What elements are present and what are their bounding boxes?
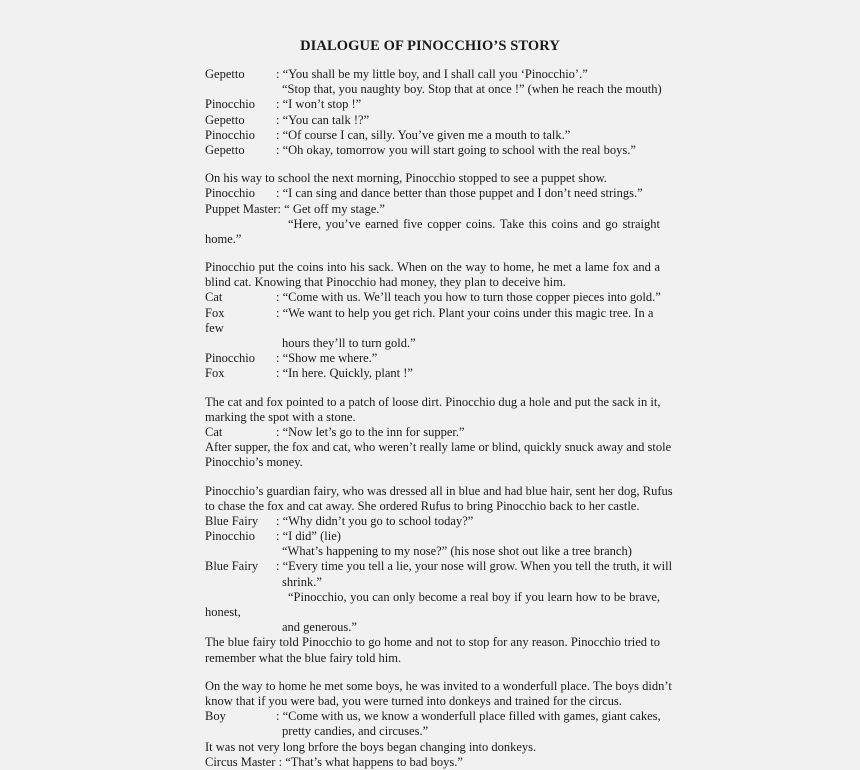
page-title: DIALOGUE OF PINOCCHIO’S STORY (300, 38, 560, 54)
dialogue-line (205, 366, 660, 381)
speech-text: : “Of course I can, silly. You’ve given me a mouth to talk.” (276, 127, 571, 142)
speech-text: : “Every time you tell a lie, your nose will grow. When you tell the truth, it will (276, 559, 673, 574)
narration-line: The cat and fox pointed to a patch of loose dirt. Pinocchio dug a hole and put the sack in it, (205, 394, 661, 409)
dialogue-line (205, 709, 660, 724)
speech-text: : “I did” (lie) (276, 529, 341, 544)
dialogue-continuation: shrink.” (282, 574, 322, 589)
speech-text: : “I won’t stop !” (276, 97, 362, 112)
dialogue-line (205, 306, 660, 321)
dialogue-continuation: honest, (205, 605, 241, 619)
narration-line: The blue fairy told Pinocchio to go home and not to stop for any reason. Pinocchio tried to (205, 635, 660, 650)
paragraph-gap (205, 666, 660, 679)
paragraph-gap (205, 471, 660, 484)
speaker-name: Fox (205, 305, 225, 320)
speaker-name: Gepetto (205, 142, 245, 157)
speech-text: : “Show me where.” (276, 351, 378, 366)
speaker-name: Fox (205, 366, 225, 381)
dialogue-continuation: and generous.” (282, 620, 357, 635)
narration-line: Pinocchio’s money. (205, 455, 303, 470)
narration-line: It was not very long brfore the boys began changing into donkeys. (205, 739, 537, 754)
narration-line: remember what the blue fairy told him. (205, 650, 402, 665)
narration-line: know that if you were bad, you were turned into donkeys and trained for the circus. (205, 693, 622, 708)
speech-text: : “We want to help you get rich. Plant your coins under this magic tree. In a (276, 305, 654, 320)
narration-line: blind cat. Knowing that Pinocchio had money, they plan to deceive him. (205, 275, 566, 290)
speaker-name: Pinocchio (205, 127, 255, 142)
speech-text: : “Now let’s go to the inn for supper.” (276, 424, 465, 439)
speaker-name: Pinocchio (205, 529, 255, 544)
dialogue-continuation: pretty candies, and circuses.” (282, 724, 429, 739)
speaker-name: Blue Fairy (205, 513, 259, 528)
speech-text: : “Come with us, we know a wonderfull place filled with games, giant cakes, (276, 709, 661, 724)
speaker-name: Cat (205, 424, 223, 439)
speech-text: : “Oh okay, tomorrow you will start going to school with the real boys.” (276, 142, 636, 157)
dialogue-continuation: hours they’ll to turn gold.” (282, 336, 416, 350)
paragraph-gap (205, 158, 660, 171)
dialogue-line (205, 290, 660, 305)
speech-text: : “You can talk !?” (276, 112, 370, 127)
dialogue-line (205, 67, 660, 82)
speaker-name: Pinocchio (205, 97, 255, 112)
dialogue-line (205, 425, 660, 440)
narration-line: marking the spot with a stone. (205, 409, 356, 424)
speech-text: : “Come with us. We’ll teach you how to turn those copper pieces into gold.” (276, 290, 661, 305)
dialogue-continuation: “Pinocchio, you can only become a real boy if you learn how to be brave, (288, 589, 660, 604)
story-body (205, 67, 673, 770)
narration-line: On his way to school the next morning, Pinocchio stopped to see a puppet show. (205, 171, 607, 186)
dialogue-line (205, 559, 673, 574)
dialogue-line (205, 351, 660, 366)
narration-line: Pinocchio put the coins into his sack. When on the way to home, he met a lame fox and a (205, 260, 660, 275)
paragraph-gap (205, 247, 660, 260)
narration-line: On the way to home he met some boys, he was invited to a wonderfull place. The boys didn’t (205, 678, 672, 693)
dialogue-continuation: “Stop that, you naughty boy. Stop that at once !” (when he reach the mouth) (282, 82, 662, 97)
dialogue-line: Puppet Master: “ Get off my stage.” (205, 201, 385, 216)
dialogue-line (205, 113, 660, 128)
speaker-name: Gepetto (205, 112, 245, 127)
speech-text: : “I can sing and dance better than those puppet and I don’t need strings.” (276, 186, 643, 201)
dialogue-line (205, 529, 660, 544)
dialogue-continuation: “What’s happening to my nose?” (his nose shot out like a tree branch) (282, 544, 632, 559)
speaker-name: Cat (205, 290, 223, 305)
dialogue-continuation: few (205, 320, 224, 335)
speaker-name: Boy (205, 709, 226, 724)
paragraph-gap (205, 382, 660, 395)
dialogue-continuation: “Here, you’ve earned five copper coins. Take this coins and go straight (288, 216, 660, 231)
dialogue-continuation: home.” (205, 231, 242, 246)
speaker-name: Gepetto (205, 67, 245, 81)
speaker-name: Pinocchio (205, 351, 255, 366)
dialogue-line (205, 128, 660, 143)
narration-line: to chase the fox and cat away. She ordered Rufus to bring Pinocchio back to her castle. (205, 498, 640, 513)
speech-text: : “Why didn’t you go to school today?” (276, 513, 474, 528)
dialogue-line (205, 97, 660, 112)
dialogue-line (205, 143, 660, 158)
speech-text: : “In here. Quickly, plant !” (276, 366, 413, 381)
dialogue-line: Circus Master : “That’s what happens to bad boys.” (205, 754, 463, 769)
narration-line: After supper, the fox and cat, who weren’t really lame or blind, quickly snuck away and stole (205, 440, 672, 455)
dialogue-line (205, 514, 660, 529)
speaker-name: Blue Fairy (205, 559, 259, 574)
dialogue-line (205, 186, 660, 201)
speech-text: : “You shall be my little boy, and I shall call you ‘Pinocchio’.” (276, 67, 588, 81)
narration-line: Pinocchio’s guardian fairy, who was dressed all in blue and had blue hair, sent her dog, Rufus (205, 483, 673, 498)
speaker-name: Pinocchio (205, 186, 255, 201)
